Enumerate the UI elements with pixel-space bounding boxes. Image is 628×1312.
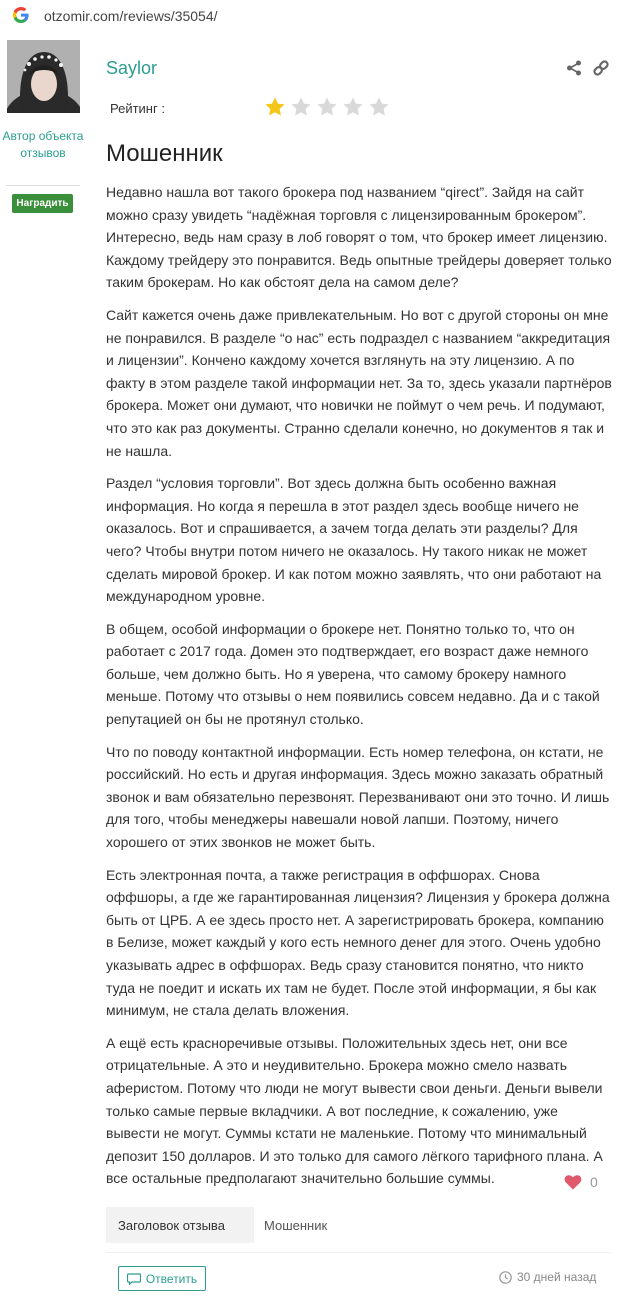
url-text: otzomir.com/reviews/35054/ bbox=[44, 8, 218, 24]
sidebar-divider bbox=[6, 185, 80, 186]
star-empty-icon bbox=[342, 96, 364, 118]
review-meta-row bbox=[106, 1207, 612, 1243]
author-label[interactable]: Автор объекта отзывов bbox=[2, 129, 84, 160]
review-paragraph: Раздел “условия торговли”. Вот здесь должна быть особенно важная информация. Но когда я перешла в этот раздел здесь вообще ничего не оказалось. Вот и спрашивается, а зачем тогда делать эти разделы? Для чего? Чтобы внутри потом ничего не оказалось. Ну такого никак не может сделать мировой брокер. И как потом можно заявлять, что они работают на международном уровне. bbox=[106, 475, 602, 605]
like-count: 0 bbox=[590, 1174, 598, 1190]
star-empty-icon bbox=[290, 96, 312, 118]
review-paragraph: Что по поводу контактной информации. Есть номер телефона, он кстати, не российский. Но есть и другая информация. Здесь можно заказать обратный звонок и вам обязательно перезвонят. Перезванивают они это точно. И лишь для того, чтобы менеджеры навешали новой лапши. Поэтому, ничего хорошего от этих звонков не может быть. bbox=[106, 743, 610, 851]
link-icon[interactable] bbox=[592, 59, 610, 77]
avatar-image bbox=[7, 40, 80, 113]
timestamp bbox=[499, 1270, 596, 1284]
review-paragraph: А ещё есть красноречивые отзывы. Положительных здесь нет, они все отрицательные. А это и неудивительно. Брокера можно смело назвать аферистом. Потому что люди не могут вывести свои деньги. Деньги вывели только самые первые вкладчики. А вот последние, к сожалению, уже вывести не могут. Суммы кстати не маленькие. Потому что минимальный депозит 150 долларов. И это только для самого лёгкого тарифного плана. А все остальные предполагают значительно большие суммы. bbox=[106, 1034, 603, 1187]
username[interactable]: Saylor bbox=[106, 58, 158, 78]
review-paragraph: Есть электронная почта, а также регистрация в оффшорах. Снова оффшоры, а где же гарантированная лицензия? Лицензия у брокера должна быть от ЦРБ. А ее здесь просто нет. А зарегистрировать брокера, компанию в Белизе, может каждый у кого есть немного денег для этого. Очень удобно указывать адрес в оффшорах. Ведь сразу становится понятно, что никто туда не поедит и искать их там не будет. После этой информации, я бы как минимум, не стала делать вложения. bbox=[106, 866, 610, 1019]
reply-button[interactable] bbox=[118, 1266, 206, 1291]
star-filled-icon bbox=[264, 96, 286, 118]
meta-value: Мошенник bbox=[264, 1217, 328, 1233]
speech-bubble-icon bbox=[127, 1273, 141, 1285]
award-button[interactable]: Наградить bbox=[12, 194, 73, 213]
google-g-icon bbox=[13, 7, 29, 23]
review-paragraph: Сайт кажется очень даже привлекательным. Но вот с другой стороны он мне не понравился. В разделе “о нас” есть подраздел с названием “аккредитация и лицензии”. Кончено каждому хочется взглянуть на эту лицензию. А по факту в этом разделе такой информации нет. За то, здесь указали партнёров брокера. Может они думают, что новички не поймут о чем речь. И подумают, что это как раз документы. Странно сделали конечно, но документов я так и не нашла. bbox=[106, 306, 612, 459]
timestamp-text: 30 дней назад bbox=[517, 1270, 597, 1284]
clock-icon bbox=[499, 1271, 512, 1284]
review-body bbox=[106, 181, 612, 1200]
meta-key: Заголовок отзыва bbox=[106, 1207, 254, 1243]
share-icon[interactable] bbox=[566, 60, 582, 76]
review-paragraph: Недавно нашла вот такого брокера под названием “qirect”. Зайдя на сайт можно сразу увидеть “надёжная торговля с лицензированным брокером”. Интересно, ведь нам сразу в лоб говорят о том, что брокер имеет лицензию. Каждому трейдеру это понравится. Ведь опытные трейдеры доверяет только таким брокерам. Но как обстоят дела на самом деле? bbox=[106, 184, 612, 291]
footer-divider bbox=[106, 1252, 612, 1253]
like-control[interactable] bbox=[564, 1174, 598, 1190]
star-empty-icon bbox=[316, 96, 338, 118]
rating-label: Рейтинг : bbox=[110, 101, 165, 116]
browser-url-bar[interactable] bbox=[0, 0, 628, 34]
review-paragraph: В общем, особой информации о брокере нет. Понятно только то, что он работает с 2017 года. Домен это подтверждает, его возраст даже немного больше, чем должно быть. Но я уверена, что самому брокеру намного меньше. Потому что отзывы о нем появились совсем недавно. Да и с такой репутацией он бы не протянул столько. bbox=[106, 620, 600, 728]
heart-icon[interactable] bbox=[564, 1174, 582, 1190]
reply-label: Ответить bbox=[145, 1271, 198, 1286]
rating-stars bbox=[264, 96, 390, 118]
avatar[interactable] bbox=[7, 40, 80, 113]
review-title: Мошенник bbox=[106, 140, 223, 167]
star-empty-icon bbox=[368, 96, 390, 118]
